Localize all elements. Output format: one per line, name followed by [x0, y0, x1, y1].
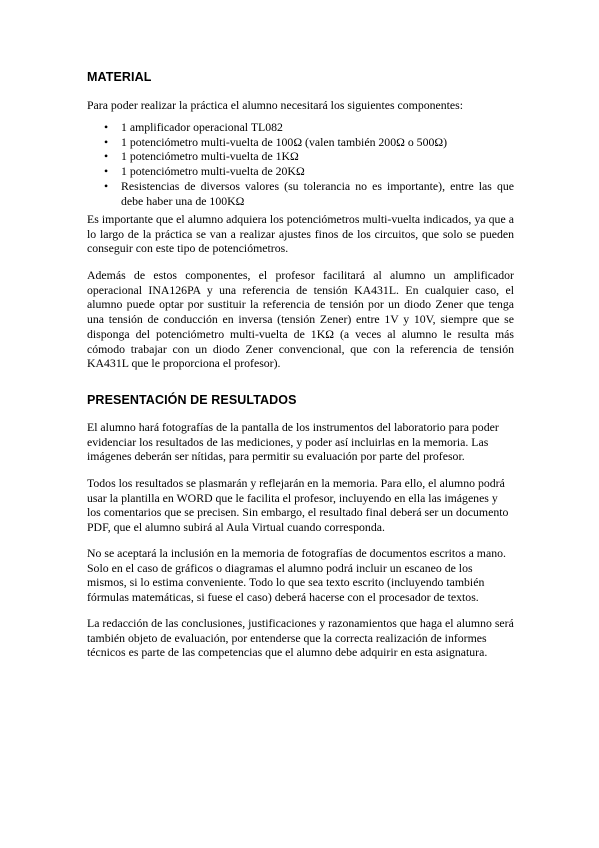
list-item [87, 120, 514, 135]
section-heading-results: PRESENTACIÓN DE RESULTADOS [87, 393, 297, 407]
bullet-icon: • [104, 164, 109, 179]
list-item [87, 164, 514, 179]
paragraph-evaluation: La redacción de las conclusiones, justificaciones y razonamientos que haga el alumno será también objeto de evaluación, por entenderse que la correcta realización de informes técnicos es parte de las competencias que el alumno debe adquirir en esta asignatura. [87, 616, 514, 660]
bullet-icon: • [104, 134, 109, 149]
bullet-icon: • [104, 120, 109, 134]
list-item [87, 149, 514, 164]
paragraph-intro: Para poder realizar la práctica el alumno necesitará los siguientes componentes: [87, 98, 464, 112]
list-item-text: 1 amplificador operacional TL082 [121, 120, 283, 134]
paragraph-important: Es importante que el alumno adquiera los potenciómetros multi-vuelta indicados, ya que a lo largo de la práctica se van a realizar ajustes finos de los circuitos, que solo se pueden conseguir con este tipo de potenciómetros. [87, 212, 514, 256]
bullet-icon: • [104, 178, 109, 193]
paragraph-additional: Además de estos componentes, el profesor facilitará al alumno un amplificador operacional INA126PA y una referencia de tensión KA431L. En cualquier caso, el alumno puede optar por sustituir la referencia de tensión por un diodo Zener que tenga una tensión de conducción en inversa (tensión Zener) entre 1V y 10V, siempre que se disponga del potenciómetro multi-vuelta de 1KΩ (a veces al alumno le resulta más cómodo trabajar con un diodo Zener convencional, que con la referencia de tensión KA431L que le proporciona el profesor). [87, 268, 514, 371]
bullet-icon: • [104, 149, 109, 164]
list-item [87, 179, 514, 208]
paragraph-template: Todos los resultados se plasmarán y reflejarán en la memoria. Para ello, el alumno podrá usar la plantilla en WORD que le facilita el profesor, incluyendo en ella las imágenes y los comentarios que se precisen. Sin embargo, el resultado final deberá ser un documento PDF, que el alumno subirá al Aula Virtual cuando corresponda. [87, 476, 509, 535]
list-item-text: 1 potenciómetro multi-vuelta de 1KΩ [121, 149, 299, 164]
list-item-text: 1 potenciómetro multi-vuelta de 20KΩ [121, 164, 305, 179]
list-item-text: Resistencias de diversos valores (su tolerancia no es importante), entre las que debe haber una de 100KΩ [121, 178, 514, 208]
list-item-text: 1 potenciómetro multi-vuelta de 100Ω (valen también 200Ω o 500Ω) [121, 134, 448, 149]
paragraph-no-photos: No se aceptará la inclusión en la memoria de fotografías de documentos escritos a mano. Solo en el caso de gráficos o diagramas el alumno podrá incluir un escaneo de los mismos, si lo estima conveniente. Todo lo que sea texto escrito (incluyendo también fórmulas matemáticas, si fuese el caso) deberá hacerse con el procesador de textos. [87, 546, 506, 605]
paragraph-photos: El alumno hará fotografías de la pantalla de los instrumentos del laboratorio para poder evidenciar los resultados de las mediciones, y poder así incluirlas en la memoria. Las imágenes deberán ser nítidas, para permitir su evaluación por parte del profesor. [87, 420, 499, 464]
list-item [87, 135, 514, 150]
component-list [87, 120, 514, 208]
section-heading-material: MATERIAL [87, 70, 152, 84]
